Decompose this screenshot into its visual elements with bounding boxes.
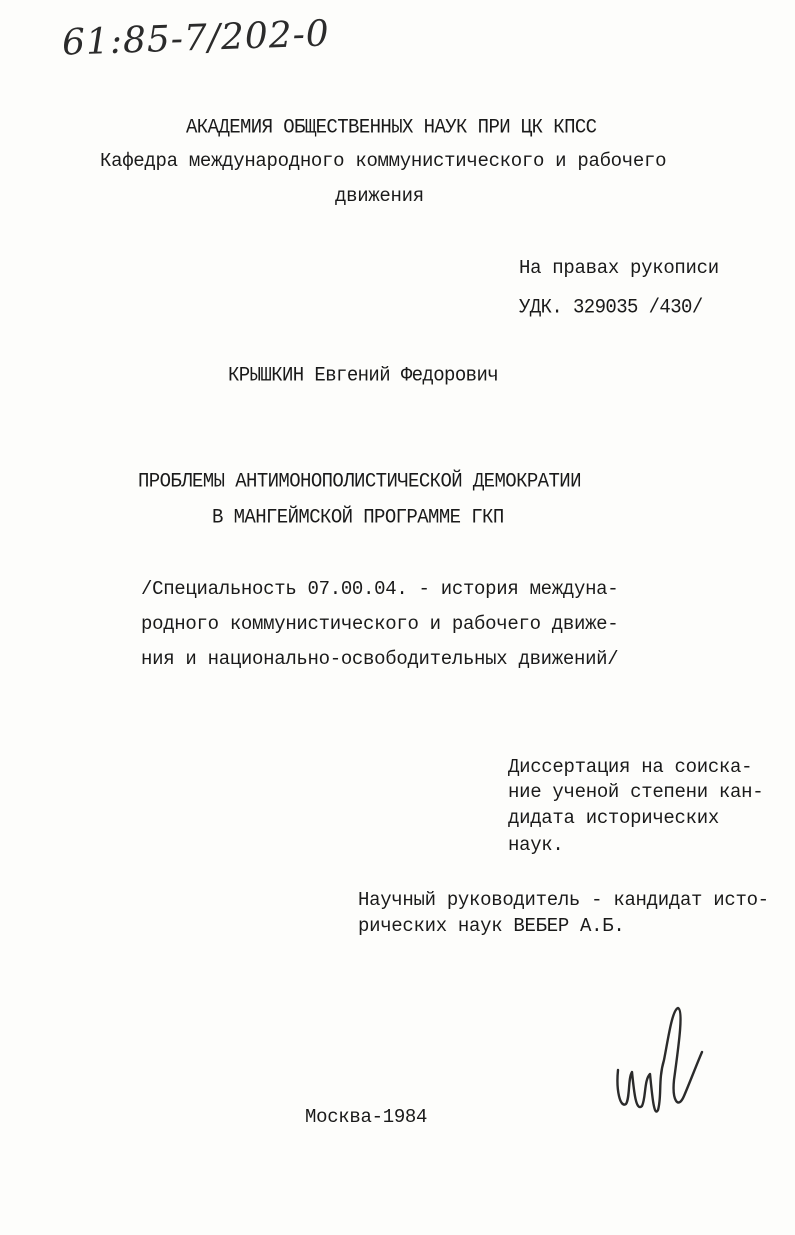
title-line-1: ПРОБЛЕМЫ АНТИМОНОПОЛИСТИЧЕСКОЙ ДЕМОКРАТИИ [138, 469, 581, 493]
institution-name: АКАДЕМИЯ ОБЩЕСТВЕННЫХ НАУК ПРИ ЦК КПСС [186, 115, 597, 139]
degree-line-2: ние ученой степени кан- [508, 781, 764, 803]
place-year: Москва-1984 [305, 1106, 428, 1128]
specialty-line-1: /Специальность 07.00.04. - история междуна- [141, 578, 619, 600]
archive-mark: 61:85-7/202-0 [61, 13, 331, 64]
author-name: КРЫШКИН Евгений Федорович [228, 363, 499, 387]
department-line-1: Кафедра международного коммунистического и рабочего [100, 150, 667, 172]
department-line-2: движения [335, 185, 424, 207]
udc-code: УДК. 329035 /430/ [519, 295, 703, 319]
degree-line-3: дидата исторических [508, 807, 719, 829]
specialty-line-3: ния и национально-освободительных движений/ [141, 648, 619, 670]
title-line-2: В МАНГЕЙМСКОЙ ПРОГРАММЕ ГКП [212, 505, 504, 529]
specialty-line-2: родного коммунистического и рабочего движе- [141, 613, 619, 635]
signature-icon [612, 1000, 712, 1130]
supervisor-line-2: рических наук ВЕБЕР А.Б. [358, 915, 625, 937]
manuscript-note: На правах рукописи [519, 257, 719, 279]
degree-line-4: наук. [508, 834, 564, 856]
supervisor-line-1: Научный руководитель - кандидат исто- [358, 889, 769, 911]
degree-line-1: Диссертация на соиска- [508, 756, 753, 778]
